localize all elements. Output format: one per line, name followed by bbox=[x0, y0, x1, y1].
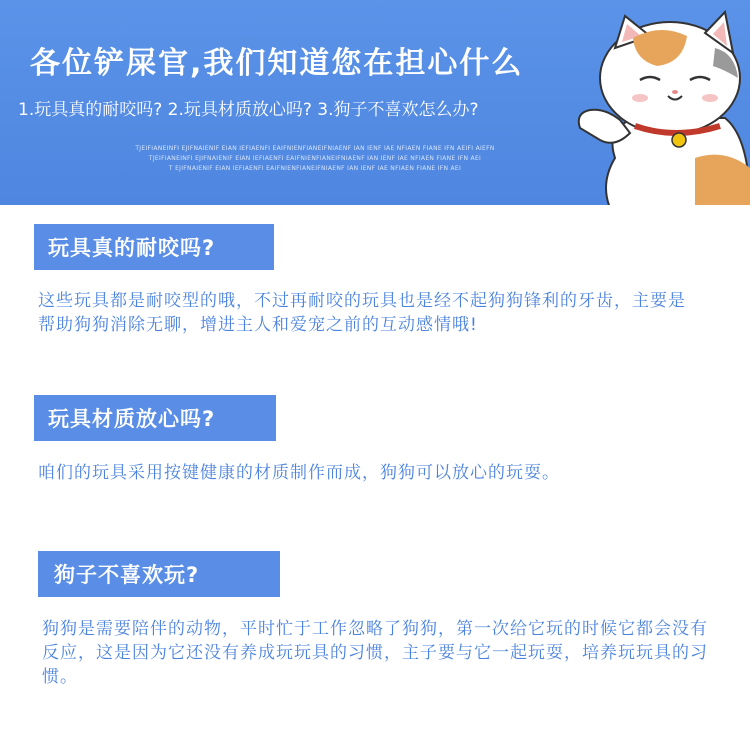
section-body-material: 咱们的玩具采用按键健康的材质制作而成，狗狗可以放心的玩耍。 bbox=[38, 463, 560, 483]
section-body-dislike: 狗狗是需要陪伴的动物，平时忙于工作忽略了狗狗，第一次给它玩的时候它都会没有反应，这是因为它还没有养成玩玩具的习惯，主子要与它一起玩耍，培养玩玩具的习惯。 bbox=[42, 619, 708, 687]
section-heading-durability: 玩具真的耐咬吗? bbox=[34, 224, 274, 270]
banner-questions: 1.玩具真的耐咬吗? 2.玩具材质放心吗? 3.狗子不喜欢怎么办? bbox=[18, 100, 479, 120]
section-heading-material: 玩具材质放心吗? bbox=[34, 395, 276, 441]
cat-mascot-icon bbox=[575, 8, 750, 205]
filler-line: T EJIFNAIENIF EIAN IEFIAENFI EAIFNIENFIANEIFNIAENF IAN IENF IAE NFIAEN FIANE IFN AEI bbox=[168, 165, 462, 172]
filler-line: TJEIFIANEINFI EJIFNAIENIF EIAN IEFIAENFI EAIFNIENFIANEIFNIAENF IAN IENF IAE NFIAEN FIANE IFN AEI bbox=[148, 155, 482, 162]
filler-line: TJEIFIANEINFI EJIFNAIENIF EIAN IEFIAENFI EAIFNIENFIANEIFNIAENF IAN IENF IAE NFIAEN FIANE IFN AEIFI AIEFN bbox=[135, 145, 495, 152]
section-body-durability: 这些玩具都是耐咬型的哦，不过再耐咬的玩具也是经不起狗狗锋利的牙齿，主要是帮助狗狗消除无聊，增进主人和爱宠之前的互动感情哦! bbox=[38, 291, 686, 335]
banner-title: 各位铲屎官,我们知道您在担心什么 bbox=[30, 46, 524, 81]
section-heading-dislike: 狗子不喜欢玩? bbox=[38, 551, 280, 597]
header-banner bbox=[0, 0, 750, 205]
banner-filler-text bbox=[80, 144, 550, 174]
